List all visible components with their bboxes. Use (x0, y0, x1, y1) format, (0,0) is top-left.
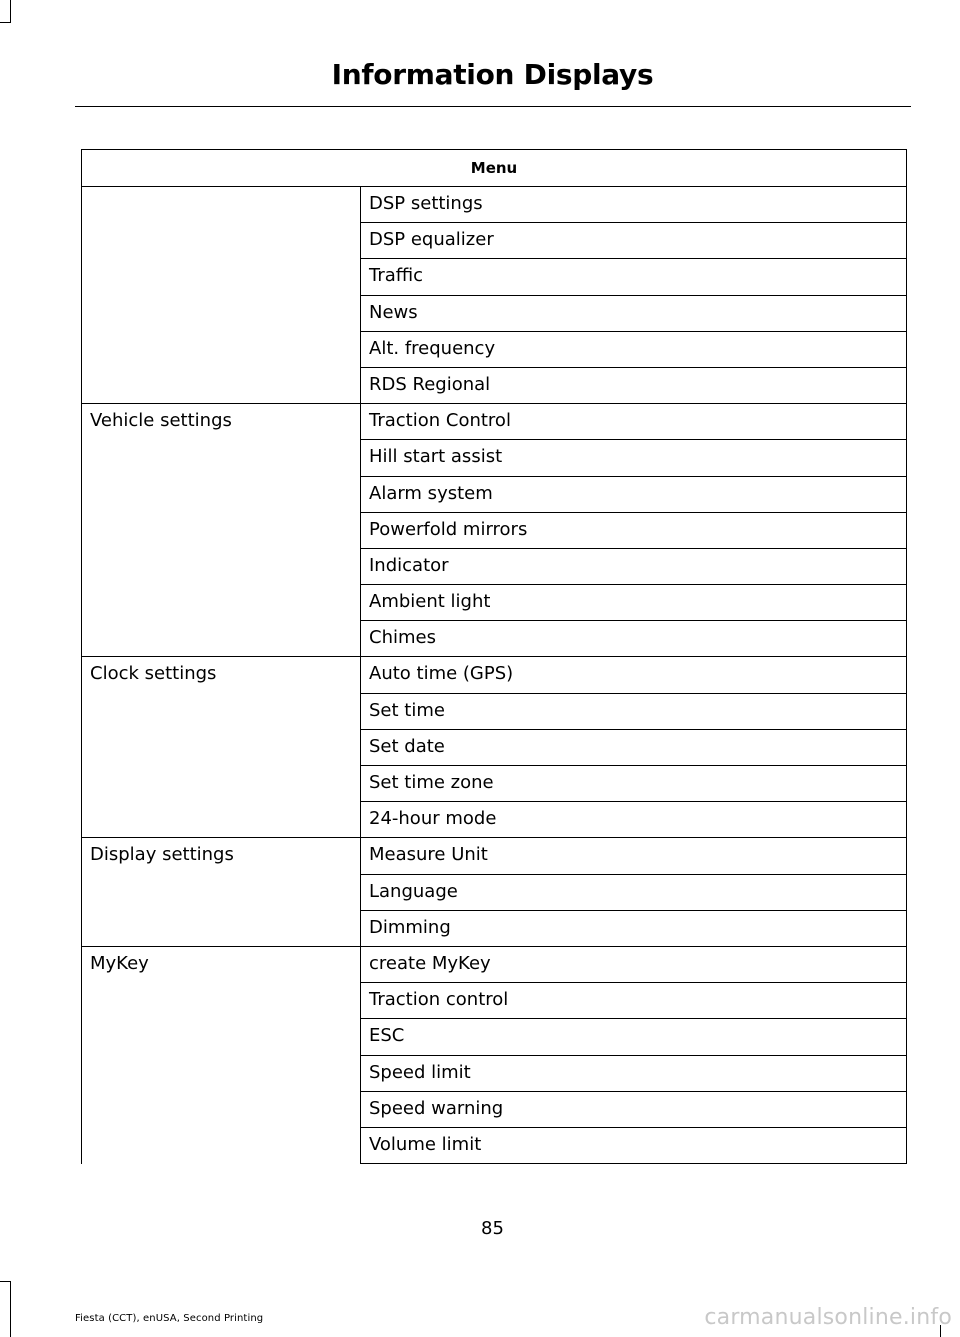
group-label: Display settings (82, 838, 361, 947)
table-row: Set time zone (361, 766, 906, 802)
edition-footer: Fiesta (CCT), enUSA, Second Printing (75, 1313, 264, 1324)
page-number: 85 (481, 1218, 504, 1239)
table-row: Traction control (361, 983, 906, 1019)
crop-mark-top-left (10, 0, 11, 22)
table-row: RDS Regional (361, 368, 906, 404)
page-title: Information Displays (331, 58, 654, 91)
group-items (361, 838, 906, 947)
crop-mark-top-left-horizontal (0, 22, 11, 23)
group-label: Vehicle settings (82, 404, 361, 657)
group-label: Clock settings (82, 657, 361, 838)
table-row: Ambient light (361, 585, 906, 621)
table-heading: Menu (82, 150, 906, 187)
table-row: Alarm system (361, 477, 906, 513)
table-row: Powerfold mirrors (361, 513, 906, 549)
table-group-clock-settings (82, 657, 906, 838)
table-row: Hill start assist (361, 440, 906, 476)
watermark: carmanualsonline.info (704, 1305, 952, 1330)
table-group-mykey (82, 947, 906, 1164)
table-group-vehicle-settings (82, 404, 906, 657)
table-row: Alt. frequency (361, 332, 906, 368)
crop-mark-bottom-left-horizontal (0, 1281, 11, 1282)
menu-table (81, 149, 907, 1164)
table-row: News (361, 296, 906, 332)
table-row: Speed limit (361, 1056, 906, 1092)
group-label (82, 187, 361, 404)
table-row: Volume limit (361, 1128, 906, 1164)
table-row: create MyKey (361, 947, 906, 983)
header-rule (75, 106, 911, 107)
table-row: 24-hour mode (361, 802, 906, 838)
table-row: Chimes (361, 621, 906, 657)
table-row: DSP equalizer (361, 223, 906, 259)
group-items (361, 657, 906, 838)
group-items (361, 947, 906, 1164)
table-row: Language (361, 875, 906, 911)
table-row: ESC (361, 1019, 906, 1055)
table-row: Speed warning (361, 1092, 906, 1128)
table-row: Set date (361, 730, 906, 766)
table-row: Indicator (361, 549, 906, 585)
table-row: Dimming (361, 911, 906, 947)
group-items (361, 187, 906, 404)
table-group-display-settings (82, 838, 906, 947)
group-items (361, 404, 906, 657)
table-group-radio (82, 187, 906, 404)
table-row: DSP settings (361, 187, 906, 223)
table-row: Measure Unit (361, 838, 906, 874)
table-row: Traffic (361, 259, 906, 295)
table-row: Auto time (GPS) (361, 657, 906, 693)
crop-mark-bottom-left (10, 1281, 11, 1337)
group-label: MyKey (82, 947, 361, 1164)
table-row: Traction Control (361, 404, 906, 440)
table-row: Set time (361, 694, 906, 730)
